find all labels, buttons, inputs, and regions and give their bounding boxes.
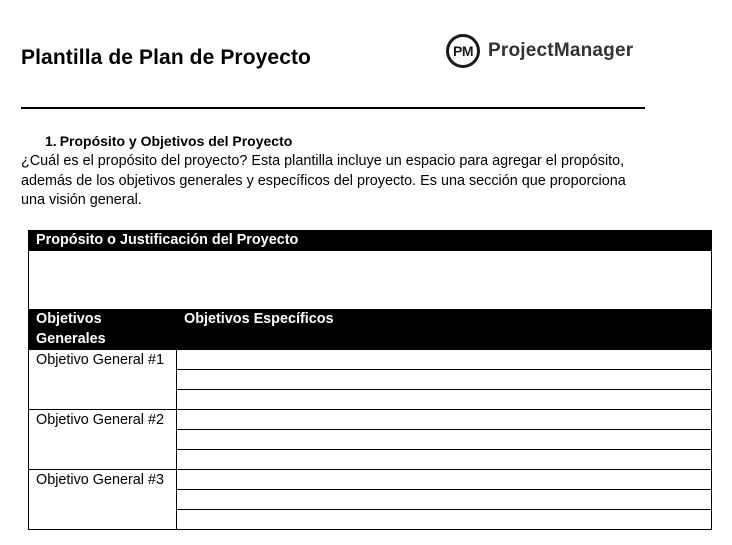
page-title: Plantilla de Plan de Proyecto <box>21 46 311 69</box>
purpose-input-cell[interactable] <box>29 251 712 310</box>
pm-logo-icon: PM <box>446 34 480 68</box>
logo-wordmark: ProjectManager <box>488 40 634 61</box>
specific-objective-cell[interactable] <box>177 410 712 430</box>
purpose-header: Propósito o Justificación del Proyecto <box>29 231 712 251</box>
specific-objective-cell[interactable] <box>177 390 712 410</box>
specific-objective-cell[interactable] <box>177 350 712 370</box>
specific-objective-cell[interactable] <box>177 510 712 530</box>
section-heading-text: Propósito y Objetivos del Proyecto <box>59 133 293 149</box>
section-number: 1. <box>45 133 57 149</box>
specific-objective-cell[interactable] <box>177 450 712 470</box>
section-heading <box>45 133 292 149</box>
specific-objective-cell[interactable] <box>177 430 712 450</box>
title-divider <box>21 107 645 109</box>
specific-objectives-header: Objetivos Específicos <box>177 310 712 350</box>
general-objectives-header: Objetivos Generales <box>29 310 177 350</box>
general-objective-1[interactable]: Objetivo General #1 <box>29 350 177 410</box>
general-objective-3[interactable]: Objetivo General #3 <box>29 470 177 530</box>
purpose-objectives-table <box>28 230 712 530</box>
section-intro-text: ¿Cuál es el propósito del proyecto? Esta plantilla incluye un espacio para agregar el propósito, además de los objetivos generales y específicos del proyecto. Es una sección que proporciona una visión general. <box>21 153 626 209</box>
specific-objective-cell[interactable] <box>177 370 712 390</box>
specific-objective-cell[interactable] <box>177 490 712 510</box>
projectmanager-logo <box>446 31 633 71</box>
specific-objective-cell[interactable] <box>177 470 712 490</box>
general-objective-2[interactable]: Objetivo General #2 <box>29 410 177 470</box>
